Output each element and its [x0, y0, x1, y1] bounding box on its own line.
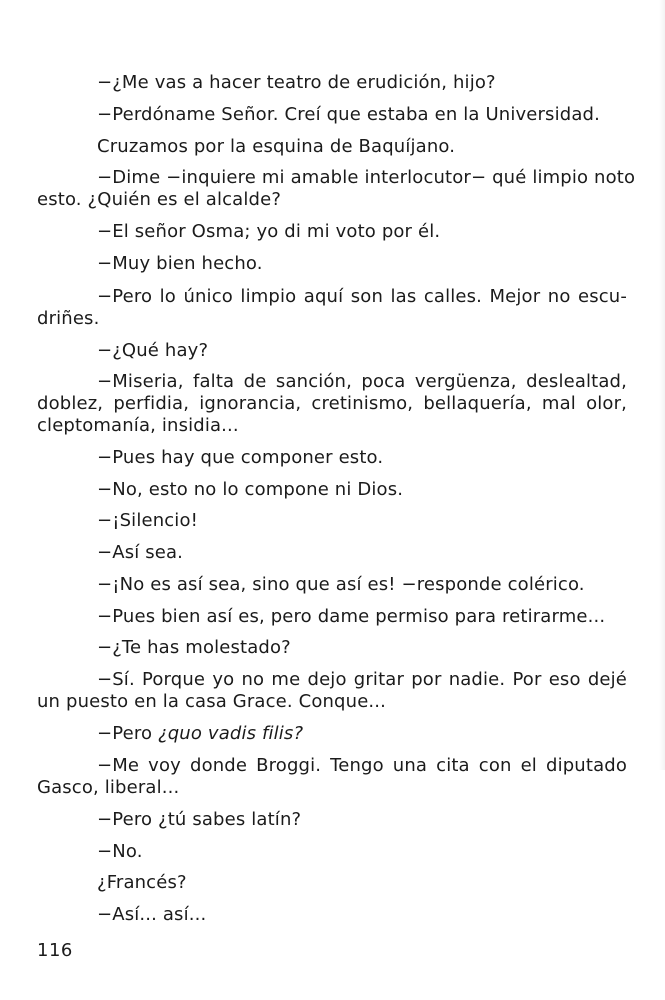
text-line: −No, esto no lo compone ni Dios. [97, 479, 404, 500]
text-line: −Pero lo único limpio aquí son las calles. Mejor no escu- [97, 286, 627, 307]
text-line: −Perdóname Señor. Creí que estaba en la Universidad. [97, 104, 600, 125]
text-line: −Dime −inquiere mi amable interlocutor− qué limpio noto [97, 167, 636, 188]
text-line: −Pues hay que componer esto. [97, 447, 384, 468]
text-line: −Miseria, falta de sanción, poca vergüenza, deslealtad, [97, 371, 627, 392]
page-edge-shadow [659, 0, 665, 770]
text-line: −Muy bien hecho. [97, 253, 263, 274]
text-line: esto. ¿Quién es el alcalde? [37, 189, 282, 210]
latin-phrase: ¿quo vadis filis? [158, 723, 304, 744]
text-line: −El señor Osma; yo di mi voto por él. [97, 221, 441, 242]
text-line: −Así sea. [97, 542, 184, 563]
text-line: Cruzamos por la esquina de Baquíjano. [97, 136, 456, 157]
text-line: Gasco, liberal... [37, 777, 180, 798]
page-number: 116 [37, 940, 73, 961]
text-line: −¡No es así sea, sino que así es! −responde colérico. [97, 574, 585, 595]
text-line: −No. [97, 841, 143, 862]
text-line: doblez, perfidia, ignorancia, cretinismo, bellaquería, mal olor, [37, 393, 627, 414]
text-line: ¿Francés? [97, 872, 187, 893]
text-line: −Pues bien así es, pero dame permiso para retirarme... [97, 606, 606, 627]
text-line: cleptomanía, insidia... [37, 415, 239, 436]
text-line: −¡Silencio! [97, 510, 198, 531]
text-line: −¿Qué hay? [97, 340, 209, 361]
text-line: −¿Te has molestado? [97, 637, 291, 658]
text-line: −Sí. Porque yo no me dejo gritar por nadie. Por eso dejé [97, 669, 627, 690]
text-line: driñes. [37, 308, 100, 329]
text-line: un puesto en la casa Grace. Conque... [37, 691, 387, 712]
text-line: −Me voy donde Broggi. Tengo una cita con el diputado [97, 755, 627, 776]
text-line: −Así... así... [97, 904, 207, 925]
text-line: −¿Me vas a hacer teatro de erudición, hijo? [97, 72, 496, 93]
text-line: −Pero ¿quo vadis filis? [97, 723, 304, 744]
text-line: −Pero ¿tú sabes latín? [97, 809, 302, 830]
